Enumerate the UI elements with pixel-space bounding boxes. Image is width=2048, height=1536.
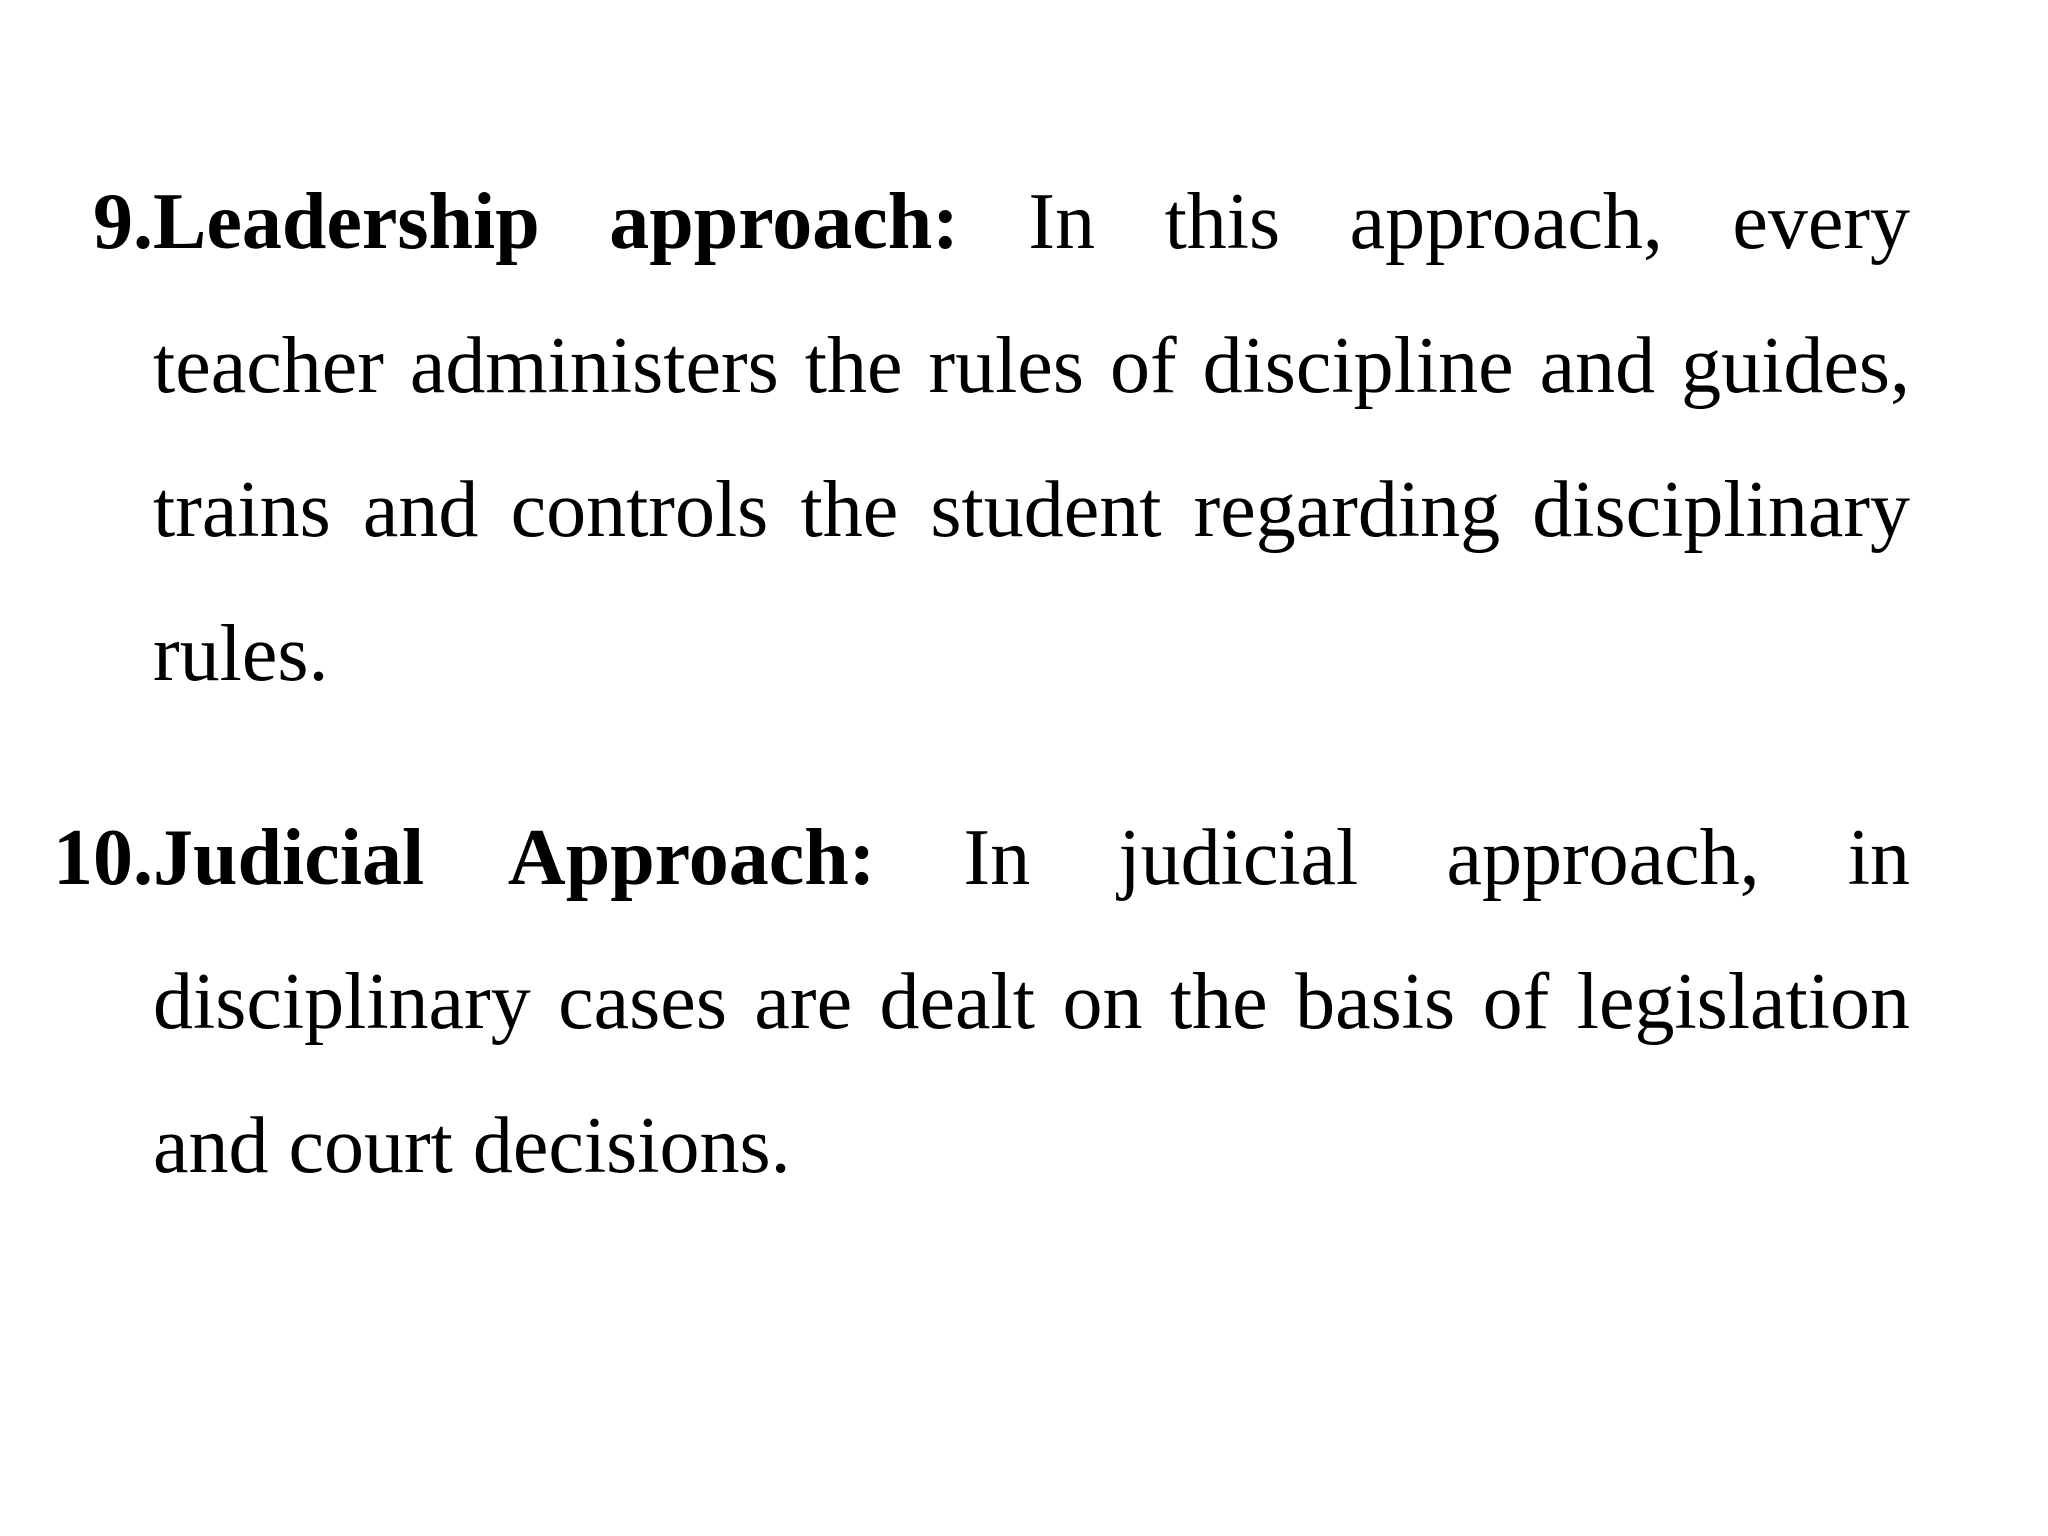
definition-judicial-approach: In judicial approach, in disciplinary cases are dealt on the basis of legislation and court decisions.: [153, 814, 1911, 1190]
term-judicial-approach: Judicial Approach:: [153, 814, 876, 902]
list-item-leadership-approach: [93, 150, 1911, 726]
term-leadership-approach: Leadership approach:: [153, 178, 959, 266]
list-number: 10.: [53, 814, 153, 902]
definition-leadership-approach: In this approach, every teacher administers the rules of discipline and guides, trains and controls the student regarding disciplinary rules.: [153, 178, 1911, 698]
list-item-judicial-approach: [53, 786, 1911, 1218]
list-number: 9.: [93, 178, 153, 266]
